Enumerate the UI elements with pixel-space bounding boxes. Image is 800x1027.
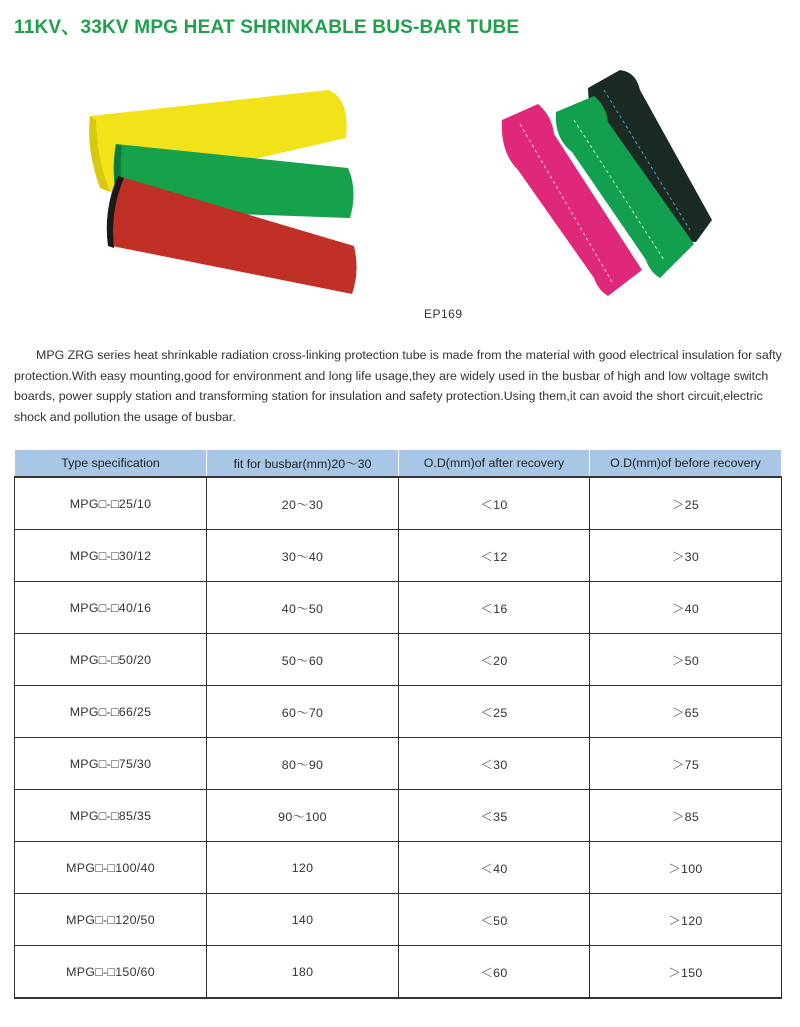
cell-busbar: 140 <box>207 894 399 946</box>
cell-od-after: ＜50 <box>399 894 590 946</box>
table-row <box>15 946 782 999</box>
cell-type: MPG□-□50/20 <box>15 634 207 686</box>
table-row <box>15 634 782 686</box>
cell-busbar: 90～100 <box>207 790 399 842</box>
cell-busbar: 80～90 <box>207 738 399 790</box>
cell-od-after: ＜12 <box>399 530 590 582</box>
cell-busbar: 40～50 <box>207 582 399 634</box>
cell-type: MPG□-□150/60 <box>15 946 207 999</box>
specification-table <box>14 449 782 999</box>
table-row <box>15 790 782 842</box>
cell-type: MPG□-□25/10 <box>15 477 207 530</box>
cell-od-before: ＞40 <box>590 582 782 634</box>
page-title: 11KV、33KV MPG HEAT SHRINKABLE BUS-BAR TUBE <box>14 17 520 38</box>
table-row <box>15 738 782 790</box>
cell-busbar: 60～70 <box>207 686 399 738</box>
product-photos <box>0 60 800 320</box>
product-code: EP169 <box>424 307 463 321</box>
table-row <box>15 530 782 582</box>
cell-od-after: ＜30 <box>399 738 590 790</box>
cell-od-before: ＞85 <box>590 790 782 842</box>
tape-group-image <box>502 70 712 296</box>
cell-od-before: ＞150 <box>590 946 782 999</box>
cell-busbar: 20～30 <box>207 477 399 530</box>
cell-type: MPG□-□100/40 <box>15 842 207 894</box>
cell-type: MPG□-□30/12 <box>15 530 207 582</box>
cell-type: MPG□-□40/16 <box>15 582 207 634</box>
cell-type: MPG□-□66/25 <box>15 686 207 738</box>
cell-od-before: ＞75 <box>590 738 782 790</box>
header-fit-for-busbar: fit for busbar(mm)20～30 <box>207 450 399 478</box>
cell-od-before: ＞100 <box>590 842 782 894</box>
cell-busbar: 180 <box>207 946 399 999</box>
table-row <box>15 582 782 634</box>
cell-od-after: ＜20 <box>399 634 590 686</box>
cell-od-before: ＞30 <box>590 530 782 582</box>
table-header-row <box>15 450 782 478</box>
header-od-after-recovery: O.D(mm)of after recovery <box>399 450 590 478</box>
cell-busbar: 120 <box>207 842 399 894</box>
cell-type: MPG□-□120/50 <box>15 894 207 946</box>
cell-type: MPG□-□85/35 <box>15 790 207 842</box>
cell-od-after: ＜16 <box>399 582 590 634</box>
cell-od-after: ＜60 <box>399 946 590 999</box>
cell-od-before: ＞25 <box>590 477 782 530</box>
table-row <box>15 686 782 738</box>
product-description: MPG ZRG series heat shrinkable radiation cross-linking protection tube is made from the material with good electrical insulation for safty protection.With easy mounting,good for environment and long life usage,they are widely used in the busbar of high and low voltage switch boards, power supply station and transforming station for insulation and safety protection.Using them,it can avoid the short circuit,electric shock and pollution the usage of busbar. <box>14 348 782 424</box>
cell-busbar: 30～40 <box>207 530 399 582</box>
cell-od-after: ＜40 <box>399 842 590 894</box>
table-row <box>15 477 782 530</box>
cell-type: MPG□-□75/30 <box>15 738 207 790</box>
cell-od-before: ＞120 <box>590 894 782 946</box>
table-row <box>15 842 782 894</box>
cell-od-before: ＞65 <box>590 686 782 738</box>
header-type-specification: Type specification <box>15 450 207 478</box>
tube-group-image <box>89 90 356 294</box>
cell-od-before: ＞50 <box>590 634 782 686</box>
cell-od-after: ＜10 <box>399 477 590 530</box>
cell-od-after: ＜25 <box>399 686 590 738</box>
cell-od-after: ＜35 <box>399 790 590 842</box>
cell-busbar: 50～60 <box>207 634 399 686</box>
table-row <box>15 894 782 946</box>
header-od-before-recovery: O.D(mm)of before recovery <box>590 450 782 478</box>
